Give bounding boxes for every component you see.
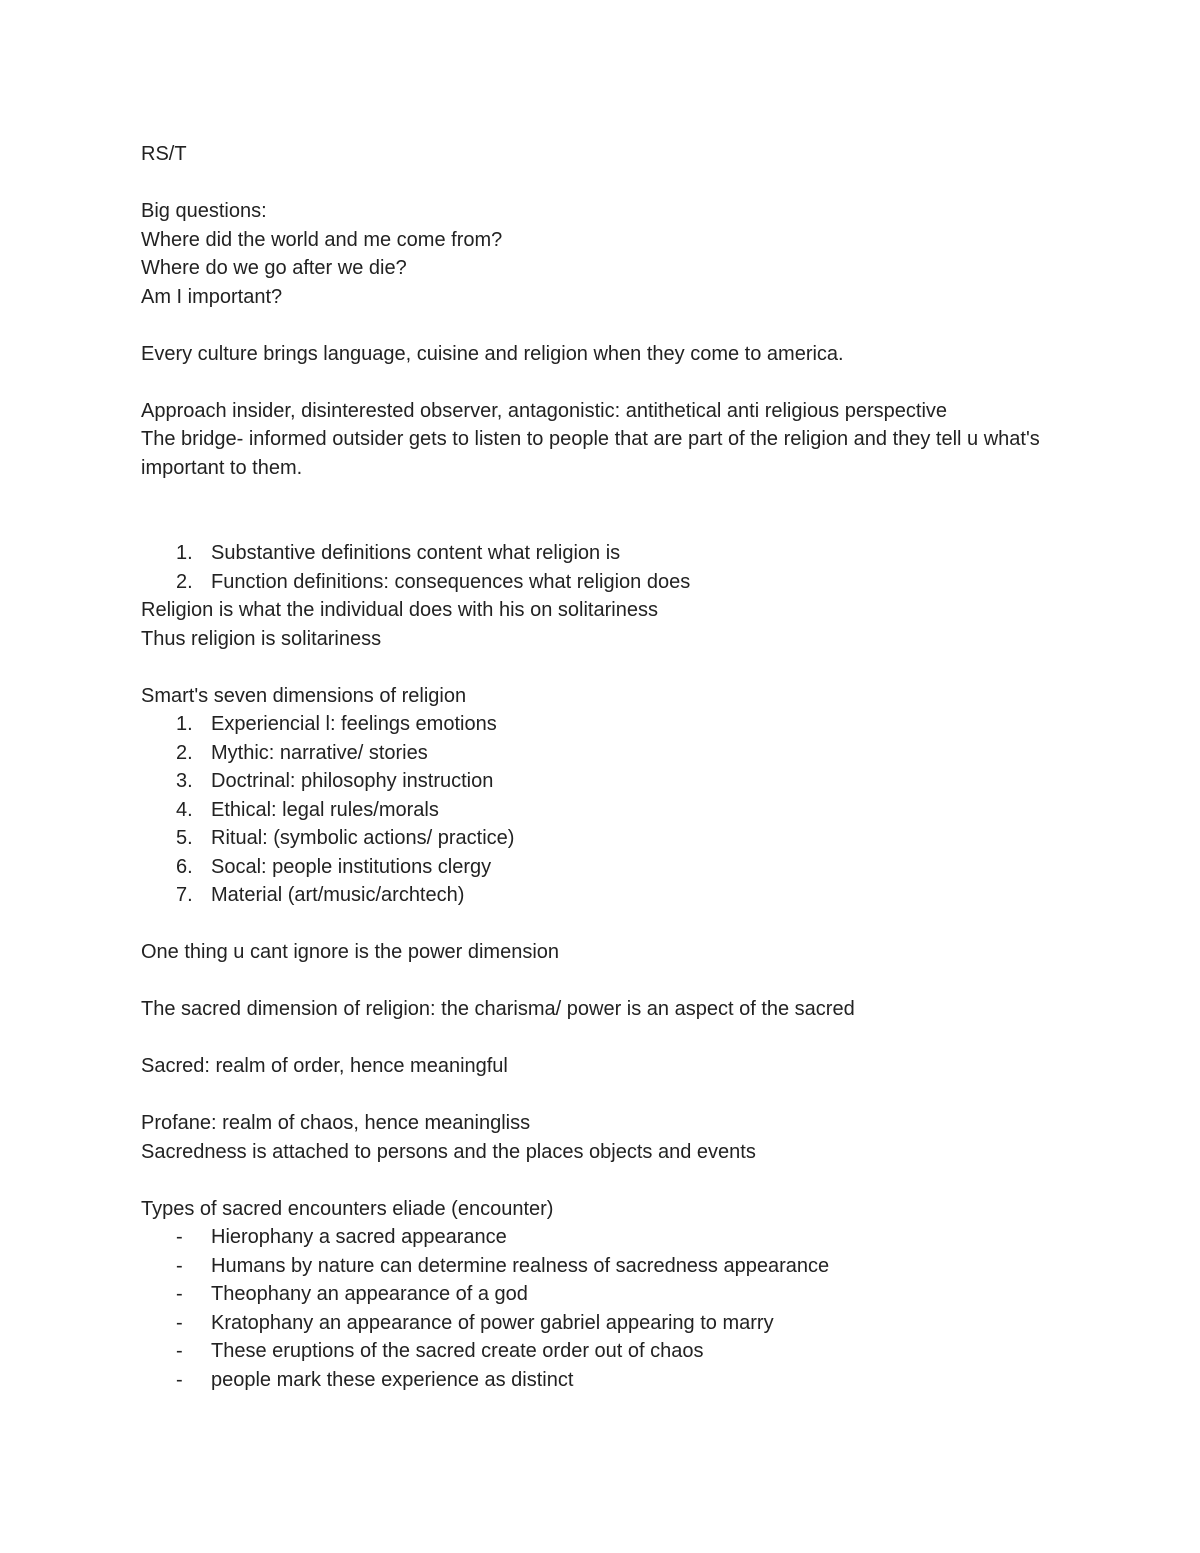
religion-definition-line: Religion is what the individual does with his on solitariness: [141, 599, 658, 621]
sacredness-line: Sacredness is attached to persons and the places objects and events: [141, 1140, 756, 1163]
list-item-text: Doctrinal: philosophy instruction: [211, 770, 494, 792]
spacer: [141, 653, 1061, 682]
list-item: [141, 539, 1061, 568]
list-item: [141, 767, 1061, 796]
dash-bullet: -: [176, 1283, 183, 1305]
list-item-text: Mythic: narrative/ stories: [211, 741, 428, 764]
list-item: [141, 796, 1061, 825]
list-number: 2.: [176, 741, 193, 764]
dash-bullet: -: [176, 1311, 183, 1334]
list-item: [141, 1223, 1061, 1252]
list-number: 6.: [176, 855, 193, 878]
list-item: [141, 568, 1061, 597]
list-item-text: Experiencial l: feelings emotions: [211, 713, 497, 735]
dimensions-list: [141, 710, 1061, 910]
power-dimension-line: One thing u cant ignore is the power dimension: [141, 941, 560, 963]
list-item-text: Humans by nature can determine realness of sacredness appearance: [211, 1254, 830, 1277]
list-item-text: Kratophany an appearance of power gabriel appearing to marry: [211, 1311, 774, 1334]
list-item-text: Substantive definitions content what religion is: [211, 542, 621, 564]
definitions-list: [141, 539, 1061, 596]
list-item: [141, 853, 1061, 882]
spacer: [141, 967, 1061, 996]
religion-definition-line: Thus religion is solitariness: [141, 627, 382, 650]
spacer: [141, 910, 1061, 939]
list-item-text: Ritual: (symbolic actions/ practice): [211, 827, 515, 849]
list-item: [141, 1366, 1061, 1395]
question-line: Am I important?: [141, 285, 283, 308]
list-item-text: Function definitions: consequences what religion does: [211, 570, 691, 593]
list-item: [141, 881, 1061, 910]
dash-bullet: -: [176, 1340, 183, 1362]
list-item-text: Material (art/music/archtech): [211, 884, 465, 906]
list-item: [141, 739, 1061, 768]
spacer: [141, 482, 1061, 539]
list-item: [141, 1337, 1061, 1366]
spacer: [141, 1166, 1061, 1195]
list-number: 2.: [176, 570, 193, 593]
spacer: [141, 1024, 1061, 1053]
list-item: [141, 824, 1061, 853]
list-number: 1.: [176, 542, 193, 564]
question-line: Where do we go after we die?: [141, 257, 407, 279]
dash-bullet: -: [176, 1226, 183, 1248]
list-number: 1.: [176, 713, 193, 735]
document-title: RS/T: [141, 143, 187, 165]
dash-bullet: -: [176, 1254, 183, 1277]
encounters-list: [141, 1223, 1061, 1394]
list-number: 7.: [176, 884, 193, 906]
list-item-text: Socal: people institutions clergy: [211, 855, 492, 878]
profane-definition-line: Profane: realm of chaos, hence meaningliss: [141, 1112, 531, 1134]
list-item-text: Hierophany a sacred appearance: [211, 1226, 507, 1248]
document-body: [141, 140, 1061, 1394]
list-item: [141, 1280, 1061, 1309]
spacer: [141, 368, 1061, 397]
sacred-definition-line: Sacred: realm of order, hence meaningful: [141, 1055, 508, 1077]
big-questions-heading: Big questions:: [141, 200, 267, 222]
list-number: 5.: [176, 827, 193, 849]
list-item: [141, 710, 1061, 739]
list-item: [141, 1309, 1061, 1338]
list-item-text: Theophany an appearance of a god: [211, 1283, 528, 1305]
list-number: 3.: [176, 770, 193, 792]
list-item-text: people mark these experience as distinct: [211, 1368, 574, 1391]
approach-paragraph: Approach insider, disinterested observer, antagonistic: antithetical anti religious perspective: [141, 399, 948, 422]
sacred-dimension-line: The sacred dimension of religion: the charisma/ power is an aspect of the sacred: [141, 998, 855, 1020]
question-line: Where did the world and me come from?: [141, 228, 503, 251]
dash-bullet: -: [176, 1368, 183, 1391]
dimensions-heading: Smart's seven dimensions of religion: [141, 684, 467, 707]
spacer: [141, 1081, 1061, 1110]
list-item-text: Ethical: legal rules/morals: [211, 798, 439, 821]
encounters-heading: Types of sacred encounters eliade (encounter): [141, 1197, 554, 1220]
list-item: [141, 1252, 1061, 1281]
bridge-paragraph: The bridge- informed outsider gets to listen to people that are part of the religion and they tell u what's important to them.: [141, 428, 1040, 479]
spacer: [141, 169, 1061, 198]
culture-paragraph: Every culture brings language, cuisine and religion when they come to america.: [141, 342, 844, 365]
list-number: 4.: [176, 798, 193, 821]
spacer: [141, 311, 1061, 340]
list-item-text: These eruptions of the sacred create order out of chaos: [211, 1340, 704, 1362]
